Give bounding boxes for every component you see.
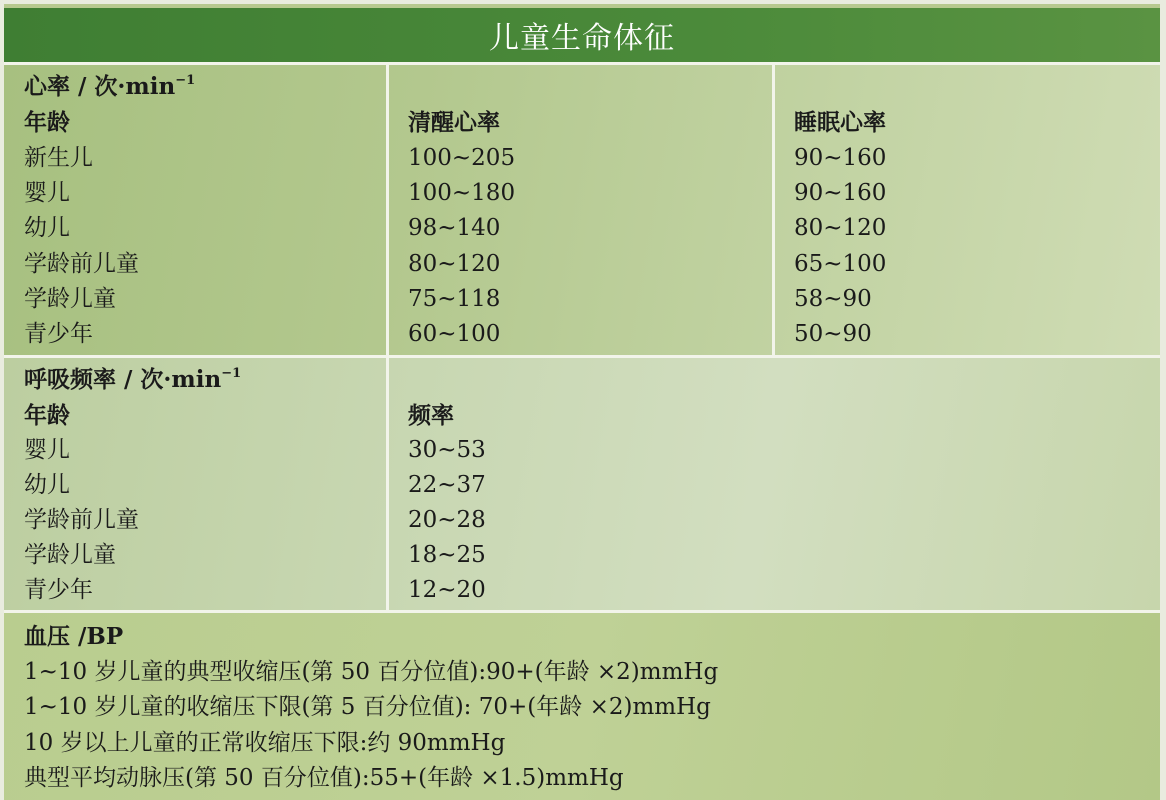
bp-line: 1~10 岁儿童的收缩压下限(第 5 百分位值): 70+(年龄 ×2)mmHg: [24, 694, 711, 720]
hr-row-sleep: 80~120: [794, 215, 887, 241]
heart-rate-col-awake: 清醒心率: [408, 109, 500, 136]
hr-row-age: 婴儿: [24, 180, 70, 206]
column-divider: [386, 65, 389, 355]
blood-pressure-header: 血压 /BP: [24, 623, 124, 650]
heart-rate-col-sleep: 睡眠心率: [794, 109, 886, 136]
vital-signs-card: [4, 4, 1160, 796]
hr-row-awake: 98~140: [408, 215, 501, 241]
hr-row-sleep: 90~160: [794, 145, 887, 171]
hr-row-awake: 80~120: [408, 251, 501, 277]
rr-row-age: 学龄前儿童: [24, 507, 139, 533]
hr-row-age: 幼儿: [24, 215, 70, 241]
resp-rate-col-rate: 频率: [408, 402, 454, 429]
hr-row-sleep: 50~90: [794, 321, 872, 347]
hr-row-age: 学龄儿童: [24, 286, 116, 312]
respiratory-rate-section: [4, 355, 1160, 610]
rr-row-age: 幼儿: [24, 472, 70, 498]
blood-pressure-section: [4, 610, 1160, 800]
hr-row-age: 学龄前儿童: [24, 251, 139, 277]
rr-row-rate: 22~37: [408, 472, 486, 498]
rr-row-rate: 18~25: [408, 542, 486, 568]
resp-rate-header: 呼吸频率 / 次$\cdot\min^{-1}$: [24, 366, 242, 393]
rr-row-rate: 20~28: [408, 507, 486, 533]
hr-row-awake: 100~180: [408, 180, 516, 206]
column-divider: [386, 358, 389, 610]
heart-rate-section: [4, 62, 1160, 355]
hr-row-awake: 75~118: [408, 286, 501, 312]
hr-row-awake: 60~100: [408, 321, 501, 347]
hr-row-age: 青少年: [24, 321, 93, 347]
column-divider: [772, 65, 775, 355]
resp-rate-col-age: 年龄: [24, 402, 70, 429]
bp-line: 典型平均动脉压(第 50 百分位值):55+(年龄 ×1.5)mmHg: [24, 765, 624, 791]
hr-row-age: 新生儿: [24, 145, 93, 171]
hr-row-sleep: 65~100: [794, 251, 887, 277]
hr-row-awake: 100~205: [408, 145, 516, 171]
hr-row-sleep: 90~160: [794, 180, 887, 206]
rr-row-age: 婴儿: [24, 437, 70, 463]
rr-row-rate: 30~53: [408, 437, 486, 463]
bp-line: 1~10 岁儿童的典型收缩压(第 50 百分位值):90+(年龄 ×2)mmHg: [24, 659, 719, 685]
rr-row-rate: 12~20: [408, 577, 486, 603]
rr-row-age: 学龄儿童: [24, 542, 116, 568]
heart-rate-col-age: 年龄: [24, 109, 70, 136]
heart-rate-header: 心率 / 次$\cdot\min^{-1}$: [24, 73, 196, 100]
card-title: 儿童生命体征: [4, 8, 1160, 62]
rr-row-age: 青少年: [24, 577, 93, 603]
hr-row-sleep: 58~90: [794, 286, 872, 312]
bp-line: 10 岁以上儿童的正常收缩压下限:约 90mmHg: [24, 730, 506, 756]
